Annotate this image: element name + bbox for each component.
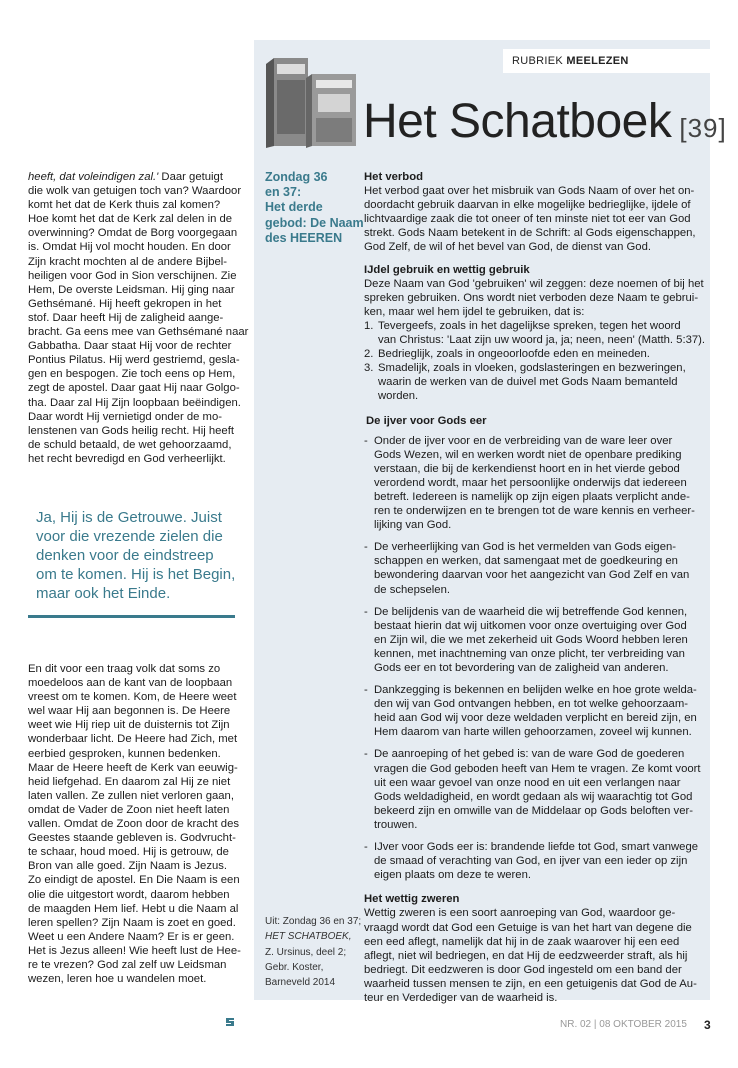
dash-bullet: - xyxy=(364,841,368,854)
dash-bullet: - xyxy=(364,748,368,761)
text-line: weet wie Hij riep uit de duisternis tot Zijn xyxy=(28,719,230,732)
dash-bullet: - xyxy=(364,434,368,447)
dash-bullet: - xyxy=(364,684,368,697)
text-line: God Zelf, de wil of het bevel van God, de dienst van God. xyxy=(364,241,651,254)
text-line: overwinning? Omdat de Borg voorgegaan xyxy=(28,227,238,240)
text-line: den wij van God ontvangen hebben, en tot welke gehoorzaam- xyxy=(374,698,689,711)
text-line: stof. Daar heeft Hij de zaligheid aange- xyxy=(28,311,224,324)
page-number: 3 xyxy=(704,1018,711,1032)
text-line: aflegt, niet wil bedriegen, en dat Hij de eedzweerder straft, als hij xyxy=(364,949,688,962)
text-line: die wolk van getuigen toch van? Waardoor xyxy=(28,185,242,198)
text-line: de maagden Hem lief. Hebt u die Naam al xyxy=(28,902,239,915)
heading-ijver: De ijver voor Gods eer xyxy=(366,414,487,427)
dash-item xyxy=(364,683,704,739)
text-line: Het verbod gaat over het misbruik van Gods Naam of over het on- xyxy=(364,185,695,198)
quote-line: Ja, Hij is de Getrouwe. Juist xyxy=(36,509,222,526)
text-line: Pontius Pilatus. Hij werd gestriemd, gesla- xyxy=(28,354,240,367)
text-line: te schaar, houd moed. Hij is getrouw, de xyxy=(28,846,229,859)
text-line: vreest om te komen. Kom, de Heere weet xyxy=(28,691,237,704)
issue-number: [39] xyxy=(679,113,727,143)
dash-bullet: - xyxy=(364,541,368,554)
text-line: Zo eindigt de apostel. En Die Naam is een xyxy=(28,874,240,887)
text-line: van Christus: 'Laat zijn uw woord ja, ja; neen, neen' (Matth. 5:37). xyxy=(378,334,706,347)
text-line: en Zijn wil, die we met zekerheid uit Gods Woord hebben leren xyxy=(374,633,688,646)
text-line: re te vrezen? God zal zelf uw Leidsman xyxy=(28,958,227,971)
text-line: Dankzegging is bekennen en belijden welke en hoe grote welda- xyxy=(374,684,697,697)
text-line: heid aan God wij voor deze weldaden verplicht en bereid zijn, en xyxy=(374,712,697,725)
text-line: vragen die God geboden heeft van Hem te vragen. Ze komt voort xyxy=(374,762,701,775)
text-line: bekeerd zijn en omwille van de Middelaar op Gods beloften ver- xyxy=(374,804,693,817)
book-spine-2 xyxy=(306,74,312,148)
text-line: wel waar Hij aan begonnen is. De Heere xyxy=(28,705,231,718)
sidebar-heading xyxy=(265,170,364,246)
text-line: Hoe komt het dat de Kerk zal delen in de xyxy=(28,213,233,226)
text-line: Gods eer en tot bevordering van de zaligheid van anderen. xyxy=(374,662,669,674)
quote-line: voor die vrezende zielen die xyxy=(36,528,223,545)
book-cover-1-art xyxy=(277,80,305,134)
dash-list xyxy=(364,434,704,883)
end-mark-icon xyxy=(225,1017,235,1027)
dash-bullet: - xyxy=(364,605,368,618)
quote-line: denken voor de eindstreep xyxy=(36,547,214,564)
quote-line: maar ook het Einde. xyxy=(36,585,171,602)
source-line: Gebr. Koster, xyxy=(265,961,324,973)
text-line: verordend wordt, maar het persoonlijke onderwijs dat iedereen xyxy=(374,476,687,489)
text-line: En dit voor een traag volk dat soms zo xyxy=(28,663,221,675)
main-column xyxy=(364,170,704,1005)
text-line: Gods weldadigheid, en wordt gedaan als wij waarachtig tot God xyxy=(374,790,693,803)
text-line: betreft. Iedereen is namelijk op zijn eigen plaats verplicht ande- xyxy=(374,490,690,503)
text-line: Maar de Heere heeft de Kerk van eeuwig- xyxy=(28,761,238,774)
text-line: Gods Wezen, wil en werken wordt niet de openbare prediking xyxy=(374,448,682,461)
text-line: bewondering daarvan voor het aangezicht van God Zelf en van xyxy=(374,569,690,582)
text-line: heiligen voor God in Sion verschijnen. Zie xyxy=(28,269,237,282)
book-spine-1 xyxy=(266,58,274,148)
text-line: vraagd wordt dat God een Getuige is van het hart van degene die xyxy=(364,921,692,934)
book-cover-2-text xyxy=(318,94,350,112)
text-line: lenstenen van Gods heilig recht. Hij heeft xyxy=(28,424,234,437)
text-line: waarheid tussen mensen te zijn, en een getuigenis dat God de Au- xyxy=(364,977,697,990)
text-line: heeft, dat voleindigen zal.' Daar getuigt xyxy=(28,171,223,183)
text-line: bestaat hierin dat wij uitkomen voor onze overtuiging over God xyxy=(374,619,687,632)
dash-item xyxy=(364,540,704,596)
text-line: Zijn kracht mochten al de andere Bijbel- xyxy=(28,255,228,268)
sidebar-heading-line: Het derde xyxy=(265,200,323,215)
item-number: 2. xyxy=(364,348,374,361)
dash-item xyxy=(364,434,704,533)
numbered-item xyxy=(364,319,704,347)
section-label-name: MEELEZEN xyxy=(566,55,629,67)
text-line: zegt de apostel. Daar gaat Hij naar Golgo- xyxy=(28,382,240,395)
text-line: doordacht gebruik daarvan in elke mogelijke bedrieglijke, ijdele of xyxy=(364,199,691,212)
text-line: Bedrieglijk, zoals in ongeoorloofde eden en meineden. xyxy=(378,348,650,361)
text-line: Hem daarom van harte willen gehoorzamen, zoveel wij kunnen. xyxy=(374,726,692,739)
text-line: heid liefgehad. En daarom zal Hij ze niet xyxy=(28,775,231,788)
section-wettig-zweren xyxy=(364,906,704,1005)
text-line: ken, maar wel hem ijdel te gebruiken, dat is: xyxy=(364,305,585,318)
source-line: Z. Ursinus, deel 2; xyxy=(265,946,347,958)
text-line: Deze Naam van God 'gebruiken' wil zeggen: deze noemen of bij het xyxy=(364,277,704,290)
text-line: lichtvaardige zaak die tot oneer of ten minste niet tot eer van God xyxy=(364,213,691,226)
text-line: Onder de ijver voor en de verbreiding van de ware leer over xyxy=(374,434,673,447)
text-line: het recht bevredigd en God verheerlijkt. xyxy=(28,452,226,465)
text-line: eigen plaats om deze te weren. xyxy=(374,869,531,882)
dash-item xyxy=(364,747,704,832)
source-note xyxy=(265,914,362,990)
dash-item xyxy=(364,840,704,882)
text-line: de schuld betaald, de wet gehoorzaamd, xyxy=(28,438,232,451)
text-line: Geestes staande gebleven is. Godvrucht- xyxy=(28,832,236,845)
text-line: uit een waar gevoel van onze nood en uit een verlangen naar xyxy=(374,776,681,789)
text-line: De verheerlijking van God is het vermelden van Gods eigen- xyxy=(374,541,677,554)
text-line: bedriegt. Dit eedzweren is door God ingesteld om een band der xyxy=(364,963,682,976)
text-line: Daar wordt Hij vernietigd onder de mo- xyxy=(28,410,223,423)
item-number: 1. xyxy=(364,319,374,332)
text-line: de schepselen. xyxy=(374,583,450,596)
text-line: strekt. Gods Naam betekent in de Schrift: al Gods eigenschappen, xyxy=(364,227,696,240)
text-line: Wettig zweren is een soort aanroeping van God, waardoor ge- xyxy=(364,907,676,920)
sidebar-heading-line: Zondag 36 xyxy=(265,170,328,184)
text-line: olie die uitgestort wordt, daarom hebben xyxy=(28,888,230,901)
quote-line: om te komen. Hij is het Begin, xyxy=(36,566,236,583)
text-line: tha. Daar zal Hij Zijn loopbaan beëindigen. xyxy=(28,396,241,409)
pull-quote xyxy=(36,508,236,603)
text-line: verstaan, die bij de kerkendienst hoort en in het vierde gebod xyxy=(374,462,680,475)
text-line: is. Omdat Hij vol mocht houden. En door xyxy=(28,241,231,254)
text-line: Weet u een Andere Naam? Er is er geen. xyxy=(28,930,235,943)
text-line: Tevergeefs, zoals in het dagelijkse spreken, tegen het woord xyxy=(378,319,681,332)
text-line: wezen, leren hoe u wandelen moet. xyxy=(28,973,207,986)
left-column-top xyxy=(28,170,249,466)
text-line: omdat de Vader de Zoon niet heeft laten xyxy=(28,803,230,816)
text-line: De aanroeping of het gebed is: van de ware God de goederen xyxy=(374,748,685,761)
text-line: IJver voor Gods eer is: brandende liefde tot God, smart vanwege xyxy=(374,841,699,854)
source-line: Uit: Zondag 36 en 37; xyxy=(265,916,362,927)
text-line: moedeloos aan de kant van de loopbaan xyxy=(28,677,233,690)
book-cover-2-art xyxy=(316,118,352,142)
text-line: laten vallen. Ze zullen niet verloren gaan, xyxy=(28,789,234,802)
heading-verbod: Het verbod xyxy=(364,171,424,183)
source-line: Barneveld 2014 xyxy=(265,977,336,989)
page-title xyxy=(363,92,727,158)
dash-item xyxy=(364,605,704,675)
book-covers-image xyxy=(262,56,358,148)
text-line: vallen. Omdat de Zoon door de kracht des xyxy=(28,818,239,831)
book-cover-1-label xyxy=(277,64,305,74)
numbered-item xyxy=(364,347,704,361)
book-cover-2-label xyxy=(316,80,352,88)
item-number: 3. xyxy=(364,362,374,375)
text-line: eerbied gesproken, kunnen bedenken. xyxy=(28,747,221,760)
text-line: kennen, met inachtneming van onze plicht, ter verbreiding van xyxy=(374,647,685,660)
text-line: trouwen. xyxy=(374,818,418,831)
text-line: Gethsémané. Hij heeft gekropen in het xyxy=(28,297,222,310)
text-line: spreken gebruiken. Ons wordt niet verboden deze Naam te gebrui- xyxy=(364,291,699,304)
title-text: Het Schatboek xyxy=(363,95,672,148)
text-line: de smaad of verachting van God, en ijver van een ieder op zijn xyxy=(374,855,688,868)
text-line: Smadelijk, zoals in vloeken, godslasteringen en bezweringen, xyxy=(378,362,686,375)
section-verbod xyxy=(364,184,704,254)
text-line: wonderbaar licht. De Heere had Zich, met xyxy=(28,733,238,746)
source-line: HET SCHATBOEK, xyxy=(265,931,352,943)
sidebar-heading-line: des HEEREN xyxy=(265,230,343,245)
sidebar-heading-line: en 37: xyxy=(265,185,302,200)
text-line: komt het dat de Kerk thuis zal komen? xyxy=(28,199,221,212)
text-line: een eed aflegt, namelijk dat hij in de zaak waarover hij een eed xyxy=(364,935,680,948)
text-line: Het is Jezus alleen! Wie heeft lust de Hee- xyxy=(28,944,241,957)
text-line: schappen en werken, dat samengaat met de goedkeuring en xyxy=(374,555,678,568)
heading-wettig-zweren: Het wettig zweren xyxy=(364,893,460,906)
numbered-item xyxy=(364,361,704,403)
section-label-prefix: RUBRIEK xyxy=(512,55,563,67)
section-ijdel-gebruik xyxy=(364,277,704,319)
left-column-bottom xyxy=(28,662,241,986)
text-line: waarin de werken van de duivel met Gods Naam bemanteld xyxy=(378,376,678,389)
numbered-list xyxy=(364,319,704,404)
text-line: ren te onderwijzen en te brengen tot de ware kennis en verheer- xyxy=(374,505,695,518)
text-line: bracht. Ga eens mee van Gethsémané naar xyxy=(28,326,249,339)
pull-quote-rule xyxy=(28,615,235,618)
text-line: Gabbatha. Daar staat Hij voor de rechter xyxy=(28,340,232,353)
section-label xyxy=(503,49,710,73)
text-line: leren spellen? Zijn Naam is zoet en goed. xyxy=(28,916,236,929)
text-line: worden. xyxy=(378,390,419,403)
text-line: Hem, De overste Leidsman. Hij ging naar xyxy=(28,283,235,296)
text-line: De belijdenis van de waarheid die wij betreffende God kennen, xyxy=(374,605,688,618)
text-line: teur en Verdediger van de waarheid is. xyxy=(364,991,558,1004)
heading-ijdel-gebruik: IJdel gebruik en wettig gebruik xyxy=(364,263,530,276)
footer-issue-date: NR. 02 | 08 OKTOBER 2015 xyxy=(560,1019,687,1030)
text-line: Bron van alle goed. Zijn Naam is Jezus. xyxy=(28,860,228,873)
sidebar-heading-line: gebod: De Naam xyxy=(265,215,364,230)
text-line: lijking van God. xyxy=(374,519,452,532)
text-line: gen en bespogen. Zie toch eens op Hem, xyxy=(28,368,236,381)
